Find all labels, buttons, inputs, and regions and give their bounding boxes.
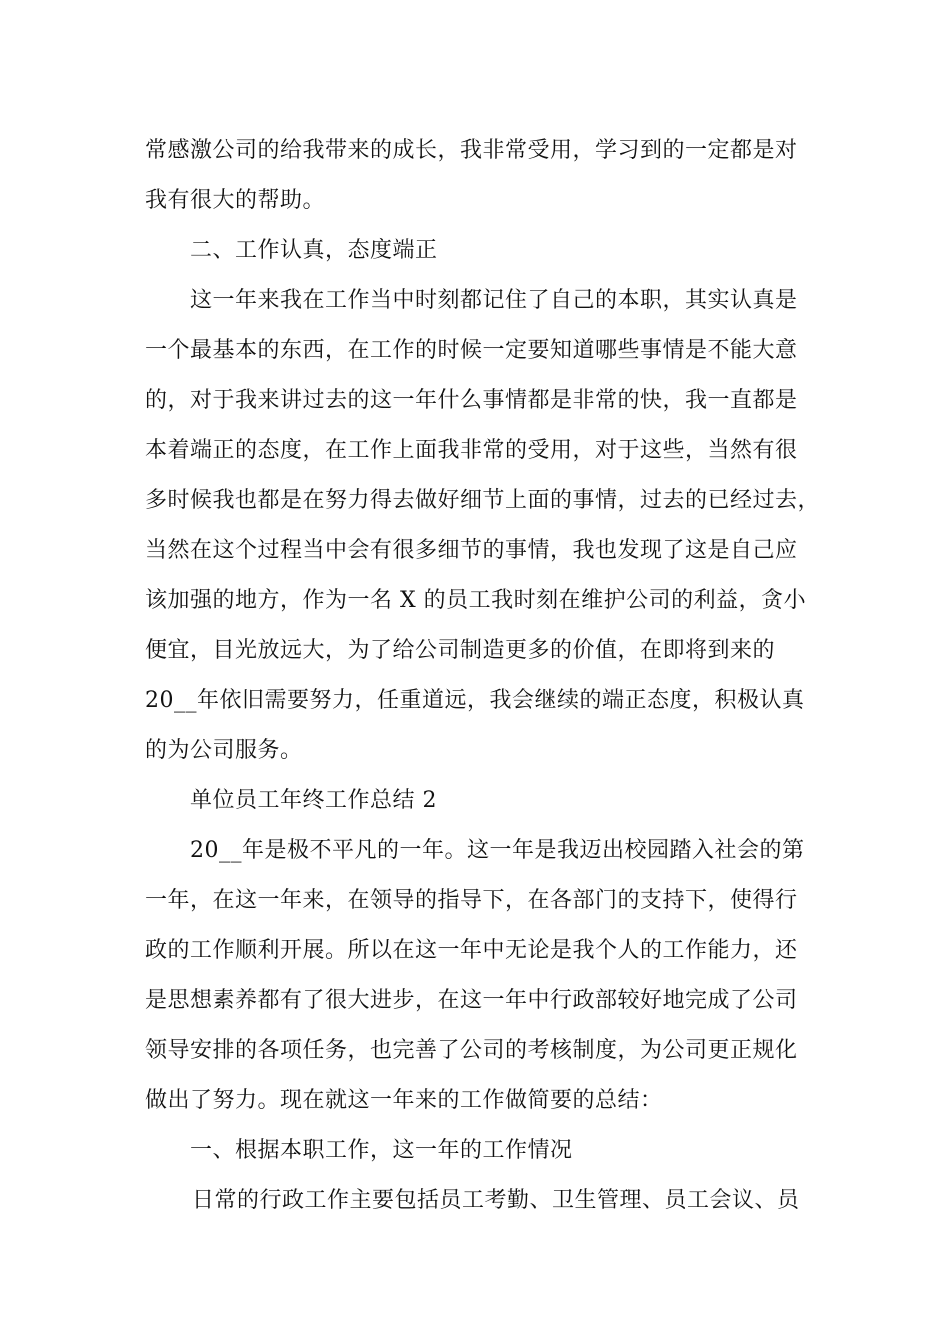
paragraph-line: 20__年依旧需要努力，任重道远，我会继续的端正态度，积极认真 bbox=[145, 688, 805, 713]
paragraph-line: 做出了努力。现在就这一年来的工作做简要的总结： bbox=[145, 1088, 663, 1113]
paragraph-line: 便宜，目光放远大，为了给公司制造更多的价值，在即将到来的 bbox=[145, 638, 776, 663]
paragraph-line: 政的工作顺利开展。所以在这一年中无论是我个人的工作能力，还 bbox=[145, 938, 798, 963]
paragraph-line: 的，对于我来讲过去的这一年什么事情都是非常的快，我一直都是 bbox=[145, 388, 798, 413]
paragraph-line: 20__年是极不平凡的一年。这一年是我迈出校园踏入社会的第 bbox=[190, 838, 805, 863]
document-title: 单位员工年终工作总结 2 bbox=[190, 788, 437, 813]
paragraph-line: 多时候我也都是在努力得去做好细节上面的事情，过去的已经过去， bbox=[145, 488, 821, 513]
paragraph-line: 本着端正的态度，在工作上面我非常的受用，对于这些，当然有很 bbox=[145, 438, 798, 463]
paragraph-line: 是思想素养都有了很大进步，在这一年中行政部较好地完成了公司 bbox=[145, 988, 798, 1013]
paragraph-line: 领导安排的各项任务，也完善了公司的考核制度，为公司更正规化 bbox=[145, 1038, 798, 1063]
paragraph-line: 常感激公司的给我带来的成长，我非常受用，学习到的一定都是对 bbox=[145, 138, 798, 163]
paragraph-line: 一年，在这一年来，在领导的指导下，在各部门的支持下，使得行 bbox=[145, 888, 798, 913]
paragraph-line: 日常的行政工作主要包括员工考勤、卫生管理、员工会议、员 bbox=[192, 1188, 800, 1213]
paragraph-line: 一个最基本的东西，在工作的时候一定要知道哪些事情是不能大意 bbox=[145, 338, 798, 363]
section-heading: 一、根据本职工作，这一年的工作情况 bbox=[190, 1138, 573, 1163]
paragraph-line: 当然在这个过程当中会有很多细节的事情，我也发现了这是自己应 bbox=[145, 538, 798, 563]
paragraph-line: 这一年来我在工作当中时刻都记住了自己的本职，其实认真是 bbox=[190, 288, 798, 313]
paragraph-line: 我有很大的帮助。 bbox=[145, 188, 326, 213]
section-heading: 二、工作认真，态度端正 bbox=[190, 238, 438, 263]
paragraph-line: 该加强的地方，作为一名 X 的员工我时刻在维护公司的利益，贪小 bbox=[145, 588, 807, 613]
paragraph-line: 的为公司服务。 bbox=[145, 738, 303, 763]
